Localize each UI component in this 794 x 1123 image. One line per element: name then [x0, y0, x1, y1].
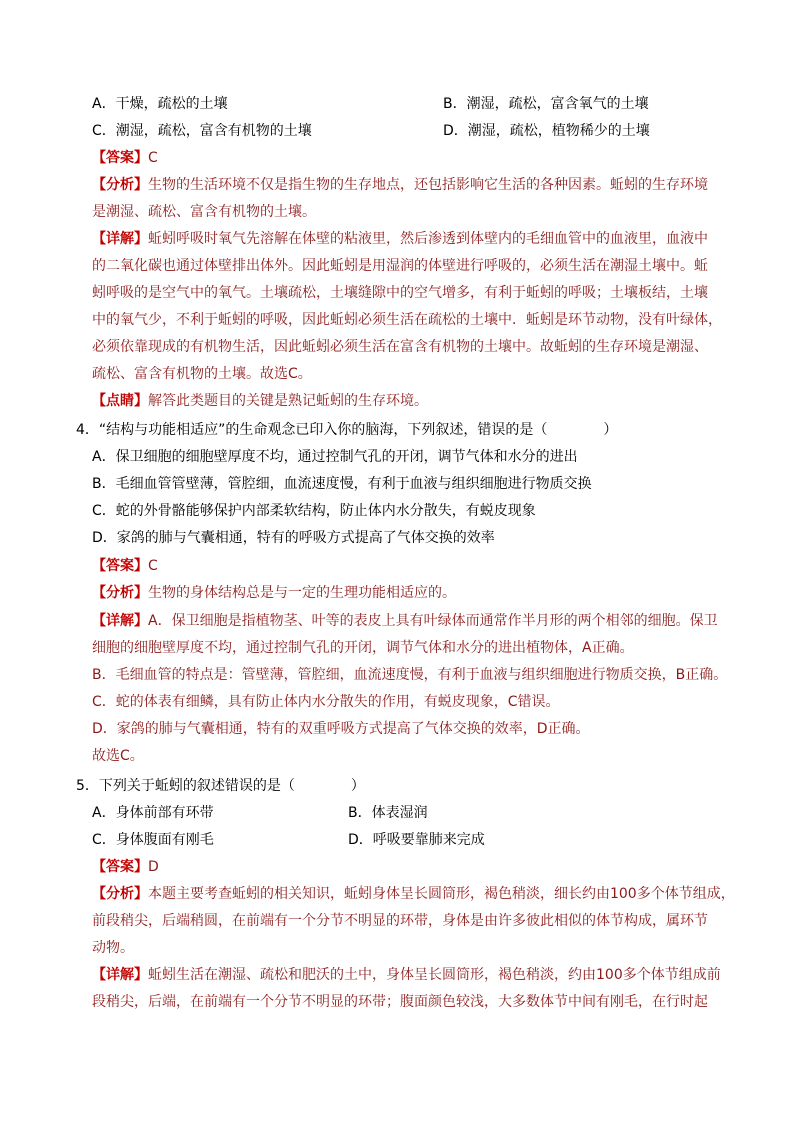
answer-label: 【答案】 — [92, 558, 148, 574]
q4-detail-line-6: 故选C。 — [92, 748, 144, 764]
q5-option-b: B．体表湿润 — [348, 805, 428, 821]
analysis-text: 生物的身体结构总是与一定的生理功能相适应的。 — [148, 585, 456, 601]
q4-stem: 4．“结构与功能相适应”的生命观念已印入你的脑海，下列叙述，错误的是（ ） — [76, 422, 618, 438]
q3-detail-line-2: 的二氧化碳也通过体壁排出体外。因此蚯蚓是用湿润的体壁进行呼吸的，必须生活在潮湿土壤中。蚯 — [92, 258, 708, 274]
q3-answer — [92, 148, 158, 168]
q5-options-row-2 — [92, 830, 485, 850]
detail-label: 【详解】 — [92, 967, 148, 983]
analysis-text: 本题主要考查蚯蚓的相关知识，蚯蚓身体呈长圆筒形，褐色稍淡，细长约由100多个体节组成， — [148, 886, 735, 902]
detail-text: 蚯蚓呼吸时氧气先溶解在体壁的粘液里，然后渗透到体壁内的毛细血管中的血液里，血液中 — [148, 231, 708, 247]
q3-analysis-line-1 — [92, 175, 708, 195]
q3-option-c: C．潮湿，疏松，富含有机物的土壤 — [92, 123, 312, 139]
q4-answer — [92, 556, 158, 576]
q5-analysis-line-2: 前段稍尖，后端稍圆，在前端有一个分节不明显的环带，身体是由许多彼此相似的体节构成，属环节 — [92, 913, 708, 929]
q3-detail-line-3: 蚓呼吸的是空气中的氧气。土壤疏松，土壤缝隙中的空气增多，有利于蚯蚓的呼吸；土壤板结，土壤 — [92, 285, 708, 301]
q5-analysis-line-1 — [92, 884, 735, 904]
q4-detail-line-4: C．蛇的体表有细鳞，具有防止体内水分散失的作用，有蜕皮现象，C错误。 — [92, 694, 560, 710]
q3-detail-line-6: 疏松、富含有机物的土壤。故选C。 — [92, 366, 312, 382]
q4-option-a: A．保卫细胞的细胞壁厚度不均，通过控制气孔的开闭，调节气体和水分的进出 — [92, 449, 578, 465]
q3-options-row-1 — [92, 94, 649, 114]
q3-analysis-line-2: 是潮湿、疏松、富含有机物的土壤。 — [92, 204, 316, 220]
analysis-label: 【分析】 — [92, 177, 148, 193]
answer-value: D — [148, 859, 159, 875]
analysis-text: 生物的生活环境不仅是指生物的生存地点，还包括影响它生活的各种因素。蚯蚓的生存环境 — [148, 177, 708, 193]
q4-detail-line-5: D．家鸽的肺与气囊相通，特有的双重呼吸方式提高了气体交换的效率，D正确。 — [92, 721, 590, 737]
q3-option-a: A．干燥，疏松的土壤 — [92, 96, 228, 112]
analysis-label: 【分析】 — [92, 886, 148, 902]
q4-detail-line-1 — [92, 611, 718, 631]
tip-text: 解答此类题目的关键是熟记蚯蚓的生存环境。 — [148, 393, 428, 409]
q3-detail-line-1 — [92, 229, 708, 249]
analysis-label: 【分析】 — [92, 585, 148, 601]
q3-option-b: B．潮湿，疏松，富含氧气的土壤 — [443, 96, 649, 112]
q3-options-row-2 — [92, 121, 650, 141]
q5-answer — [92, 857, 159, 877]
q4-analysis — [92, 583, 456, 603]
answer-value: C — [148, 558, 158, 574]
detail-label: 【详解】 — [92, 231, 148, 247]
q4-detail-line-3: B．毛细血管的特点是：管壁薄，管腔细，血流速度慢，有利于血液与组织细胞进行物质交换，B正确。 — [92, 667, 728, 683]
q3-detail-line-4: 中的氧气少，不利于蚯蚓的呼吸，因此蚯蚓必须生活在疏松的土壤中．蚯蚓是环节动物，没有叶绿体， — [92, 312, 722, 328]
q3-detail-line-5: 必须依靠现成的有机物生活，因此蚯蚓必须生活在富含有机物的土壤中。故蚯蚓的生存环境是潮湿、 — [92, 339, 708, 355]
q4-option-d: D．家鸽的肺与气囊相通，特有的呼吸方式提高了气体交换的效率 — [92, 530, 495, 546]
q5-stem: 5．下列关于蚯蚓的叙述错误的是（ ） — [76, 778, 365, 794]
answer-label: 【答案】 — [92, 150, 148, 166]
q5-option-a: A．身体前部有环带 — [92, 805, 214, 821]
q3-option-d: D．潮湿，疏松，植物稀少的土壤 — [443, 123, 650, 139]
q5-options-row-1 — [92, 803, 428, 823]
q5-detail-line-2: 段稍尖，后端，在前端有一个分节不明显的环带；腹面颜色较浅，大多数体节中间有刚毛，在行时起 — [92, 994, 708, 1010]
q4-detail-line-2: 细胞的细胞壁厚度不均，通过控制气孔的开闭，调节气体和水分的进出植物体，A正确。 — [92, 640, 634, 656]
answer-label: 【答案】 — [92, 859, 148, 875]
q4-option-c: C．蛇的外骨骼能够保护内部柔软结构，防止体内水分散失，有蜕皮现象 — [92, 503, 536, 519]
q3-tip — [92, 391, 428, 411]
tip-label: 【点睛】 — [92, 393, 148, 409]
detail-label: 【详解】 — [92, 613, 148, 629]
detail-text: 蚯蚓生活在潮湿、疏松和肥沃的土中，身体呈长圆筒形，褐色稍淡，约由100多个体节组成前 — [148, 967, 721, 983]
q4-option-b: B．毛细血管管壁薄，管腔细，血流速度慢，有利于血液与组织细胞进行物质交换 — [92, 476, 592, 492]
answer-value: C — [148, 150, 158, 166]
q5-detail-line-1 — [92, 965, 721, 985]
q5-analysis-line-3: 动物。 — [92, 940, 134, 956]
q5-option-c: C．身体腹面有刚毛 — [92, 832, 214, 848]
q5-option-d: D．呼吸要靠肺来完成 — [348, 832, 485, 848]
detail-text: A．保卫细胞是指植物茎、叶等的表皮上具有叶绿体而通常作半月形的两个相邻的细胞。保卫 — [148, 613, 718, 629]
